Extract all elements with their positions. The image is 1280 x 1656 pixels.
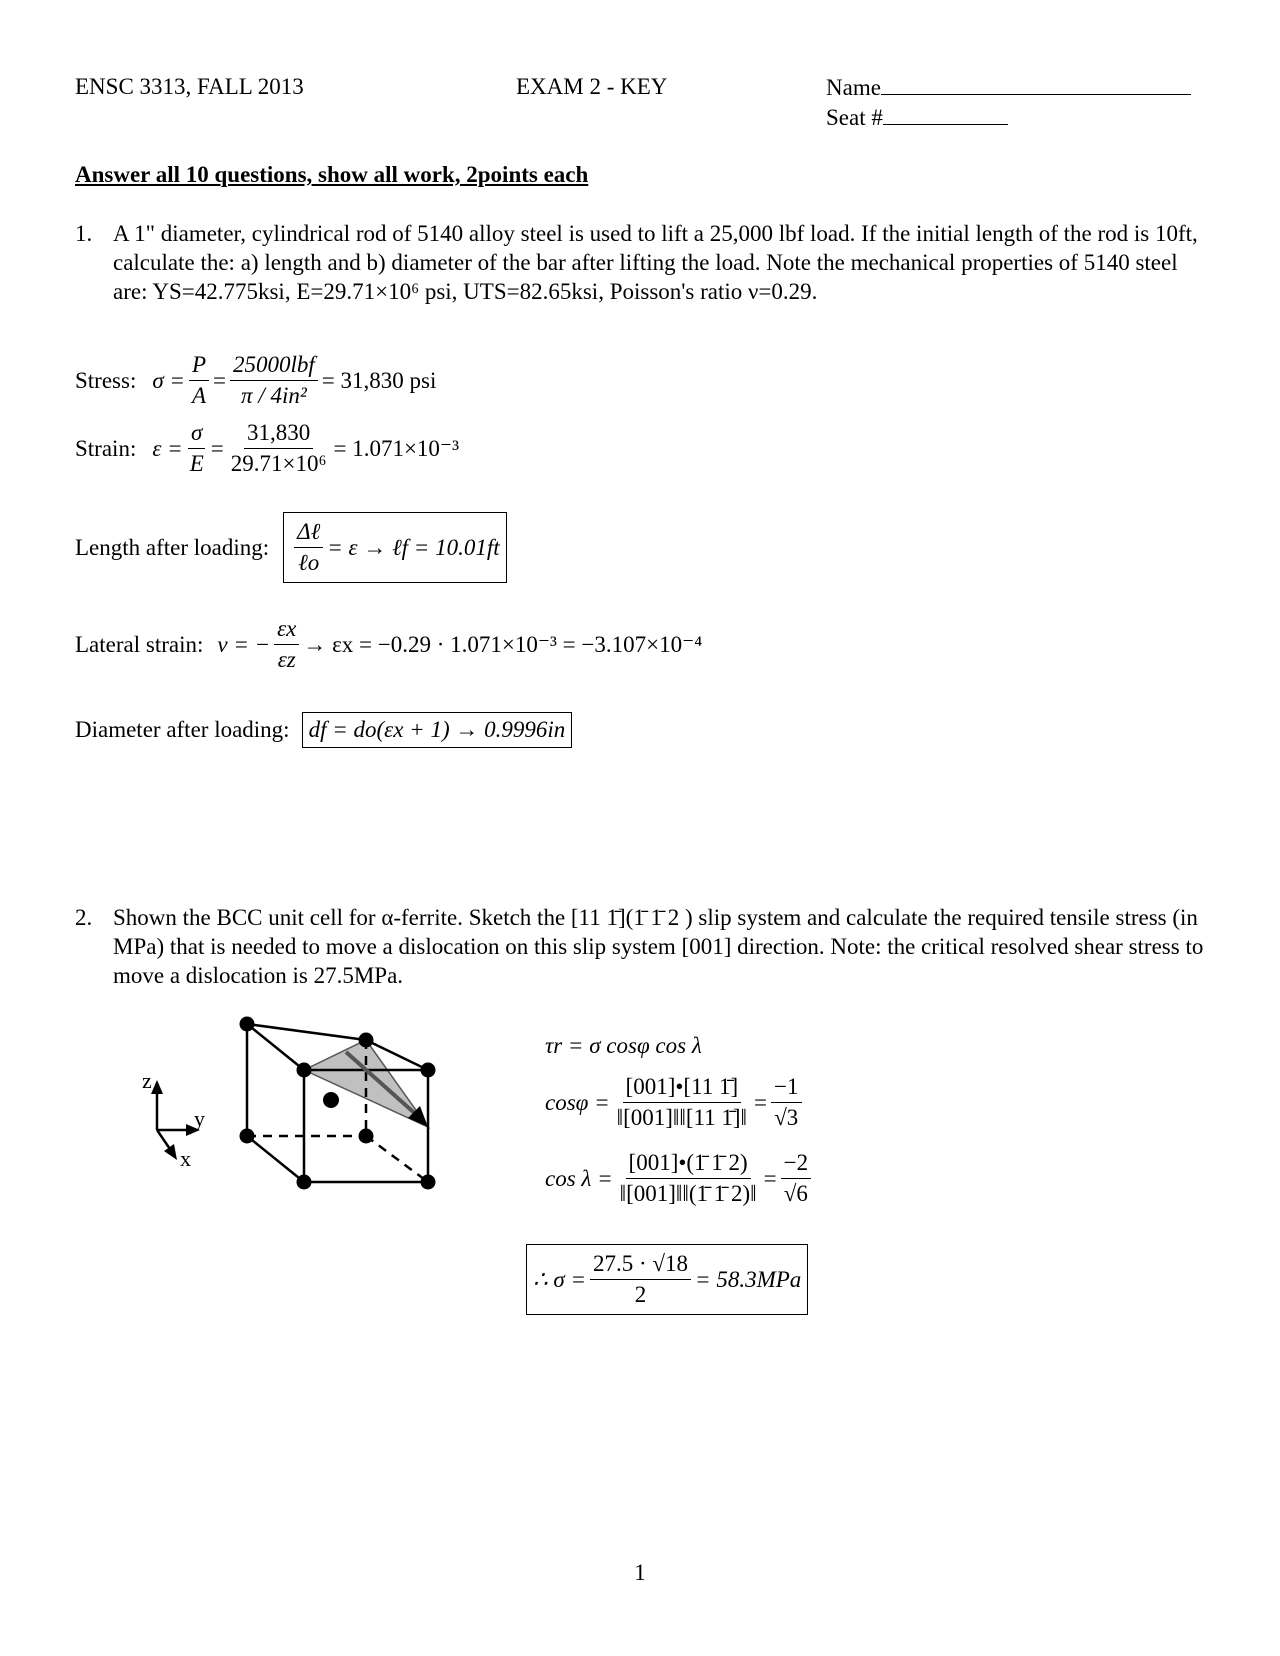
stress-num-2: 25000lbf [230, 350, 318, 381]
cosphi-equation: cosφ = $\frac{[001]•[11 1̄]}{‖[001]‖‖[11 1̄]‖}$ = $\frac{-1}{√3}$ [545, 1072, 806, 1133]
stress-den-1: A [191, 383, 207, 408]
question-2 [75, 903, 1205, 990]
stress-label: Stress: [75, 367, 137, 393]
page-number: 1 [634, 1560, 646, 1585]
diameter-answer-box [302, 712, 573, 748]
lateral-label: Lateral strain: [75, 631, 204, 657]
seat-field [826, 104, 1008, 131]
answer-fraction [590, 1249, 691, 1310]
stress-result: = 31,830 psi [321, 367, 437, 393]
coslambda-num: [001]•(1̄ 1̄ 2) [626, 1148, 751, 1179]
q2-answer-box [526, 1244, 808, 1315]
diameter-result: df = do(εx + 1) → 0.9996in [308, 717, 566, 742]
diameter-label: Diameter after loading: [75, 717, 290, 742]
answer-num: 27.5 · √18 [590, 1249, 691, 1280]
x-arrow-icon [164, 1144, 177, 1160]
strain-result: = 1.071×10⁻³ [333, 435, 459, 461]
lateral-fraction [274, 614, 299, 675]
atom-corner [421, 1063, 436, 1078]
strain-fraction-2 [228, 418, 330, 479]
tau-equation: τr = σ cosφ cos λ [545, 1033, 702, 1058]
axis-sketch [130, 1070, 230, 1180]
cosphi-label: cosφ = [545, 1089, 610, 1115]
strain-den-1: E [189, 451, 204, 476]
atom-corner [240, 1017, 255, 1032]
cosphi-num: [001]•[11 1̄] [623, 1072, 742, 1103]
coslambda-num-2: −2 [781, 1148, 811, 1179]
bcc-unit-cell [230, 1010, 450, 1210]
stress-equation: Stress: σ = $\frac{P}{A}$ = $\frac{\text{25000lbf}}{\text{π / 4in²}}$ = 31,830 psi [75, 350, 436, 411]
coslambda-fraction-2 [781, 1148, 811, 1209]
cosphi-den-2: √3 [774, 1105, 799, 1130]
coslambda-label: cos λ = [545, 1165, 613, 1191]
cosphi-fraction-2 [771, 1072, 801, 1133]
strain-equation: Strain: ε = $\frac{\sigma}{E}$ = $\frac{31,830}{\text{29.71×10⁶}}$ = 1.071×10⁻³ [75, 418, 459, 479]
exam-title: EXAM 2 - KEY [516, 74, 668, 99]
strain-num-1: σ [188, 418, 205, 449]
strain-den-2: 29.71×10⁶ [230, 451, 327, 476]
instructions: Answer all 10 questions, show all work, 2points each [75, 162, 589, 187]
atom-corner [297, 1063, 312, 1078]
length-num: Δℓ [294, 517, 323, 548]
answer-lhs: ∴ σ = [533, 1266, 586, 1292]
stress-fraction-2 [230, 350, 318, 411]
question-1-number: 1. [75, 221, 93, 246]
question-2-text: Shown the BCC unit cell for α-ferrite. Sketch the [11 1̄](1̄ 1̄ 2 ) slip system and calculate the required tensile stress (in MPa) that is needed to move a dislocation on this slip system [001] direction. Note: the critical resolved shear stress to move a dislocation is 27.5MPa. [113, 905, 1204, 988]
name-field [826, 74, 1191, 101]
seat-blank [883, 104, 1008, 125]
axis-z-label: z [142, 1070, 152, 1093]
cosphi-fraction-1 [614, 1072, 750, 1133]
edge-bottom-left [247, 1136, 304, 1182]
lateral-strain-equation [75, 614, 702, 675]
slip-plane [304, 1040, 428, 1127]
length-result: = ε → ℓf = 10.01ft [327, 534, 500, 560]
coslambda-equation: cos λ = $\frac{[001]•(1̄ 1̄ 2)}{‖[001]‖‖(1̄ 1̄ 2)‖}$ = $\frac{-2}{√6}$ [545, 1148, 815, 1209]
stress-fraction-1 [189, 350, 209, 411]
question-1 [75, 219, 1205, 306]
length-fraction [294, 517, 323, 578]
coslambda-fraction-1 [617, 1148, 760, 1209]
stress-num-1: P [189, 350, 209, 381]
atom-corner [359, 1033, 374, 1048]
name-blank [881, 74, 1191, 95]
length-label: Length after loading: [75, 534, 270, 560]
coslambda-den: ‖[001]‖‖(1̄ 1̄ 2)‖ [619, 1181, 757, 1206]
seat-label: Seat # [826, 105, 883, 130]
lateral-lhs: ν = − [217, 631, 271, 657]
z-arrow-icon [151, 1080, 163, 1094]
strain-fraction-1 [187, 418, 207, 479]
cosphi-den: ‖[001]‖‖[11 1̄]‖ [616, 1105, 748, 1130]
answer-rhs: = 58.3MPa [695, 1266, 802, 1292]
length-equation [75, 512, 507, 583]
atom-corner [297, 1175, 312, 1190]
hidden-edge-depth [366, 1136, 428, 1182]
coslambda-den-2: √6 [783, 1181, 808, 1206]
answer-den: 2 [634, 1282, 647, 1307]
length-answer-box [283, 512, 506, 583]
atom-body-center [323, 1092, 339, 1108]
axis-y-label: y [194, 1106, 205, 1131]
question-2-number: 2. [75, 905, 93, 930]
diameter-equation [75, 712, 572, 748]
lateral-num: εx [274, 614, 299, 645]
atom-corner [421, 1175, 436, 1190]
cosphi-num-2: −1 [771, 1072, 801, 1103]
question-1-text: A 1" diameter, cylindrical rod of 5140 alloy steel is used to lift a 25,000 lbf load. If the initial length of the rod is 10ft, calculate the: a) length and b) diameter of the bar after lifting the load. Note the mechanical properties of 5140 steel are: YS=42.775ksi, E=29.71×10⁶ psi, UTS=82.65ksi, Poisson's ratio ν=0.29. [113, 221, 1198, 304]
length-den: ℓo [298, 550, 320, 575]
stress-den-2: π / 4in² [241, 383, 307, 408]
course-title: ENSC 3313, FALL 2013 [75, 74, 304, 99]
atom-corner [359, 1129, 374, 1144]
strain-label: Strain: [75, 435, 137, 461]
strain-num-2: 31,830 [244, 418, 313, 449]
atom-corner [240, 1129, 255, 1144]
name-label: Name [826, 75, 881, 100]
lateral-den: εz [277, 647, 296, 672]
lateral-result: → εx = −0.29 · 1.071×10⁻³ = −3.107×10⁻⁴ [303, 631, 703, 657]
q2-answer [526, 1244, 808, 1315]
axis-x-label: x [180, 1146, 191, 1171]
